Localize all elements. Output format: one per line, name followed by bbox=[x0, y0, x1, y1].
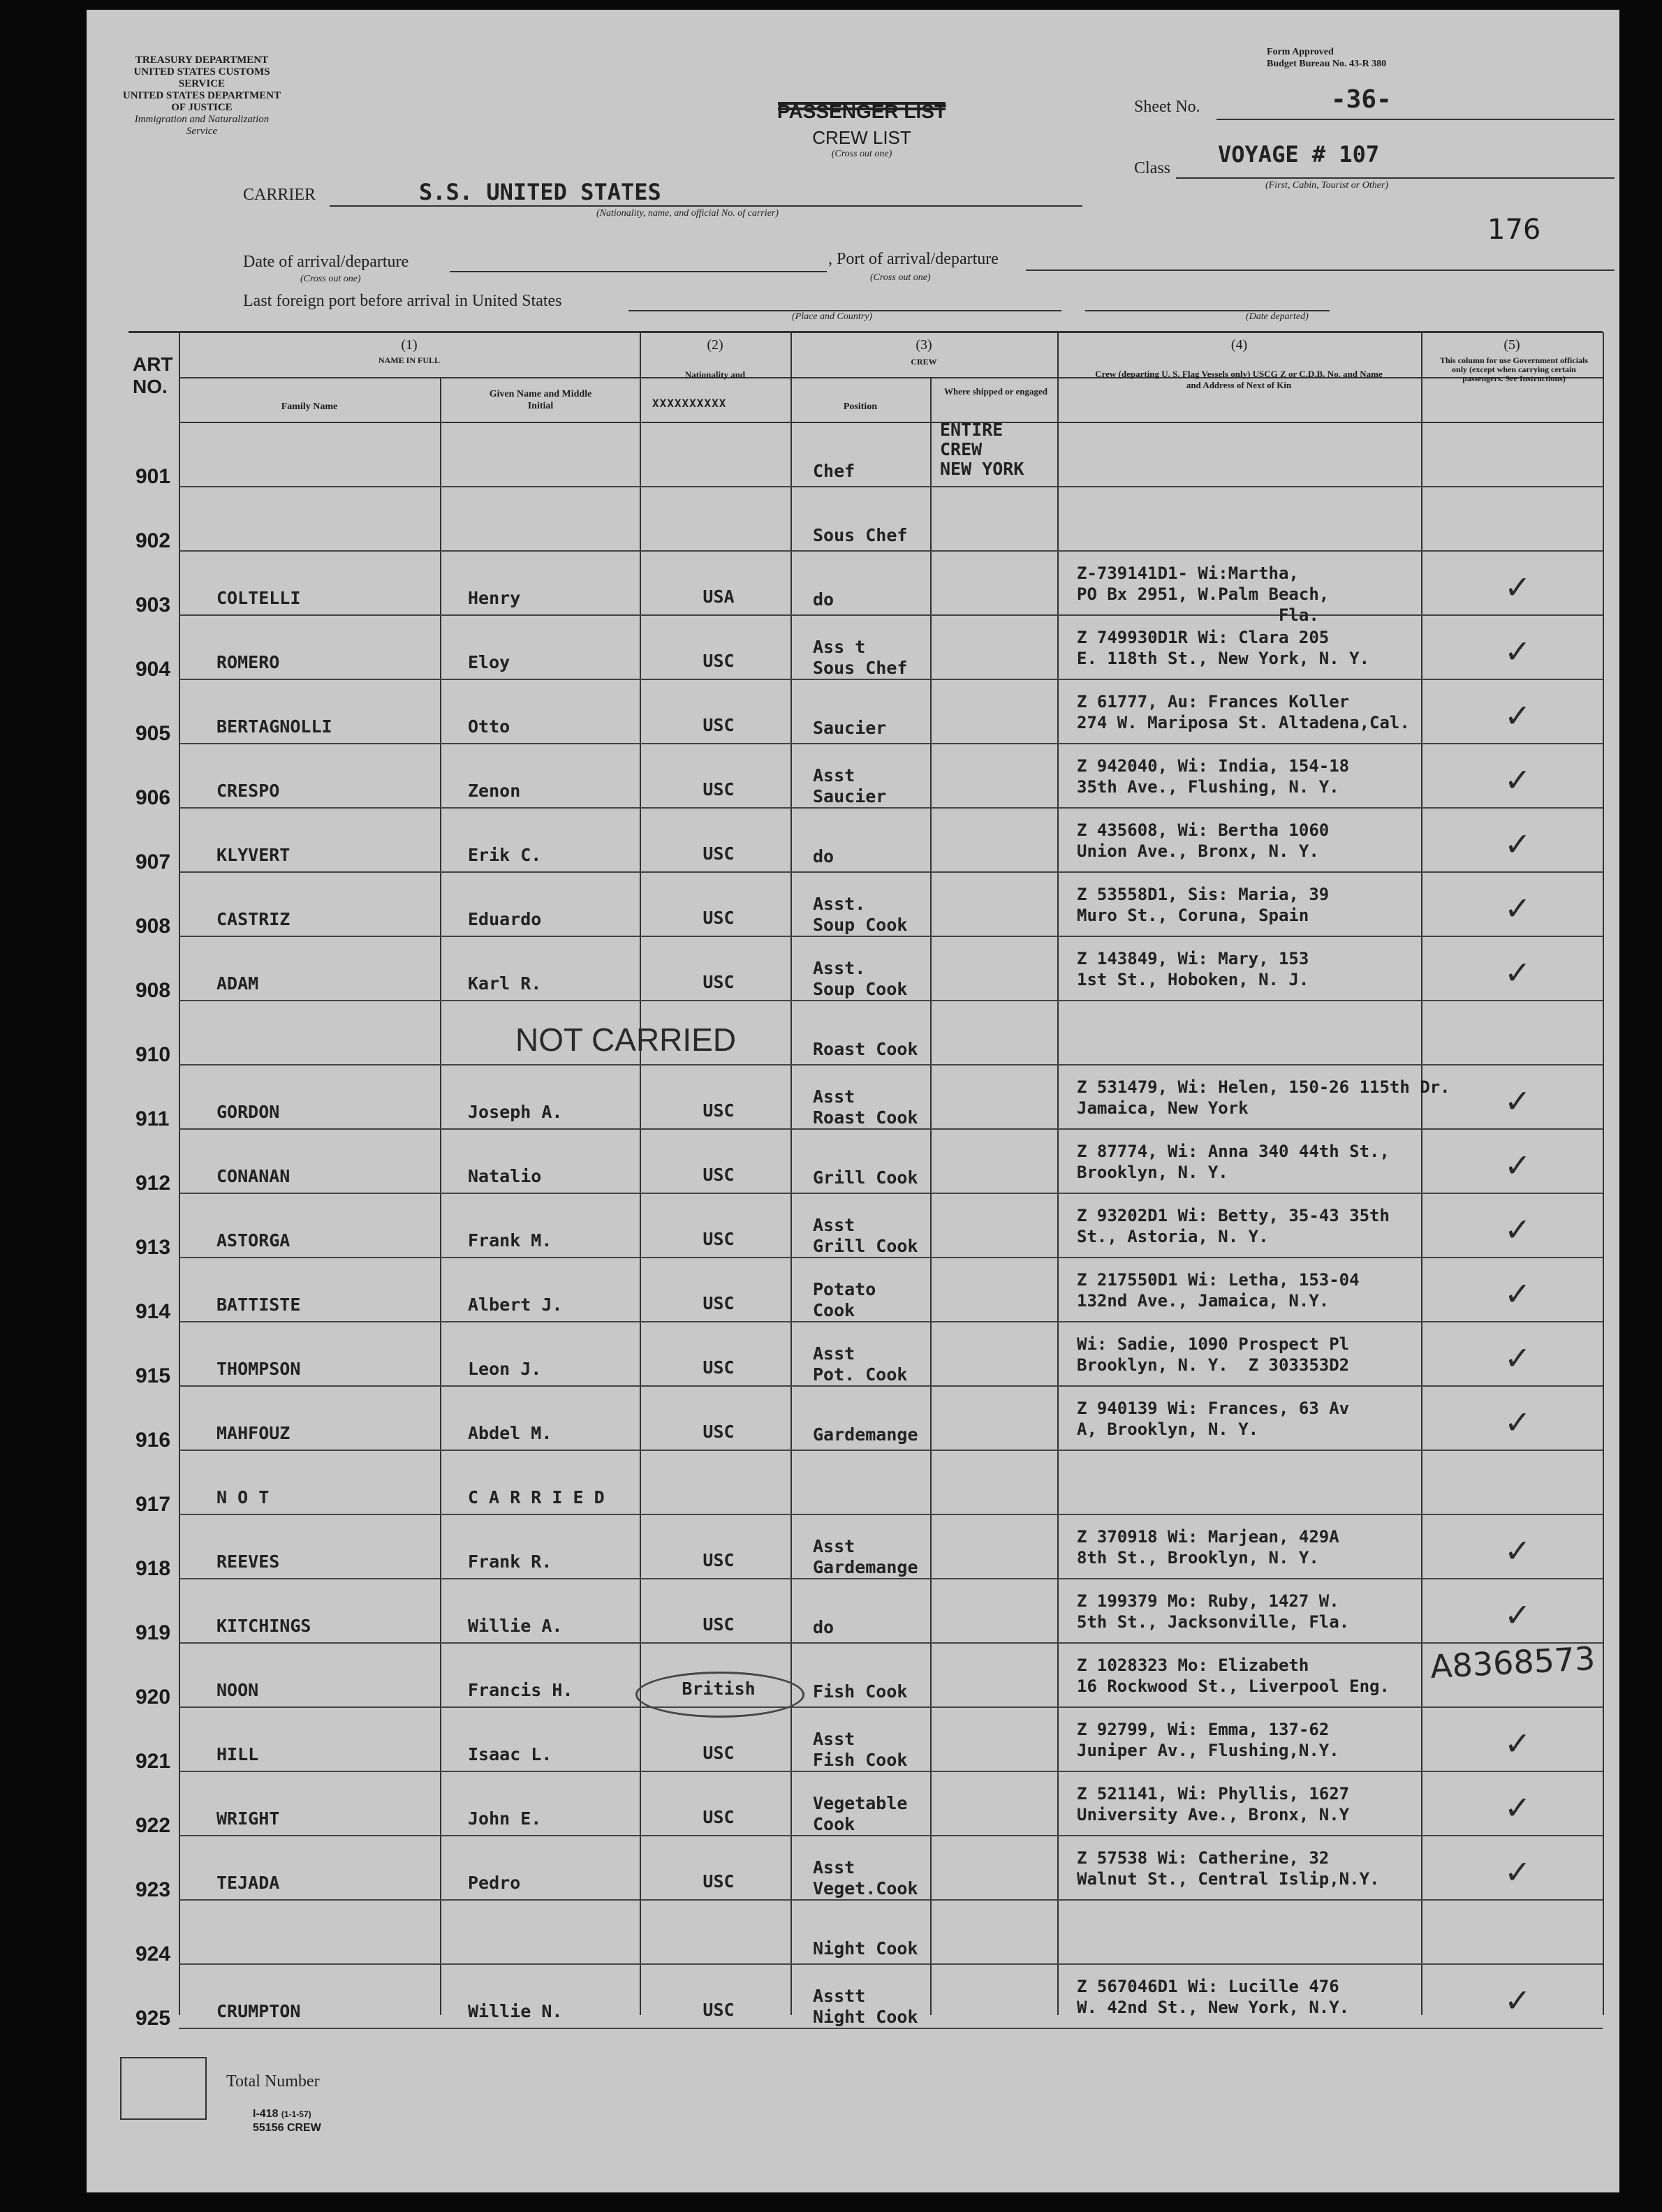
official-check-mark: ✓ bbox=[1504, 697, 1531, 735]
official-check-mark: ✓ bbox=[1504, 761, 1531, 799]
art-number: 906 bbox=[135, 786, 171, 809]
row-divider bbox=[179, 614, 1603, 616]
art-number: 920 bbox=[135, 1686, 171, 1709]
col5-number: (5) bbox=[1503, 337, 1520, 353]
next-of-kin: Z 53558D1, Sis: Maria, 39 Muro St., Coruna, Spain bbox=[1077, 885, 1330, 925]
next-of-kin: Z 87774, Wi: Anna 340 44th St., Brooklyn, N. Y. bbox=[1077, 1142, 1390, 1182]
nationality: USC bbox=[703, 1550, 735, 1570]
row-divider bbox=[179, 1899, 1603, 1901]
class-label: Class bbox=[1134, 159, 1171, 177]
family-name: BERTAGNOLLI bbox=[216, 716, 332, 737]
given-name: Willie N. bbox=[468, 2001, 563, 2021]
family-name: ROMERO bbox=[216, 652, 280, 672]
date-departed-note: (Date departed) bbox=[1246, 311, 1309, 322]
entire-crew-note bbox=[940, 420, 1024, 479]
position: Saucier bbox=[813, 718, 887, 738]
total-number-label: Total Number bbox=[226, 2072, 320, 2091]
family-name: N O T bbox=[216, 1487, 270, 1507]
official-check-mark: ✓ bbox=[1504, 1275, 1531, 1313]
row-divider bbox=[179, 1706, 1603, 1708]
art-number: 901 bbox=[135, 465, 171, 488]
next-of-kin: Z-739141D1- Wi:Martha, PO Bx 2951, W.Palm Beach, Fla. bbox=[1077, 563, 1330, 625]
agency-line: UNITED STATES CUSTOMS SERVICE bbox=[133, 66, 270, 89]
art-number: 912 bbox=[135, 1172, 171, 1195]
position: Asst Fish Cook bbox=[813, 1729, 908, 1770]
british-circle bbox=[635, 1672, 804, 1718]
nationality: USC bbox=[703, 651, 735, 671]
position: Gardemange bbox=[813, 1424, 918, 1445]
family-name: REEVES bbox=[216, 1551, 280, 1572]
nationality: British bbox=[682, 1679, 756, 1699]
given-name: Eduardo bbox=[468, 909, 542, 929]
position: Asst Roast Cook bbox=[813, 1086, 918, 1128]
given-name: Erik C. bbox=[468, 845, 542, 865]
position: do bbox=[813, 846, 834, 867]
art-number: 925 bbox=[135, 2007, 171, 2030]
art-number: 907 bbox=[135, 850, 171, 873]
row-divider bbox=[179, 1450, 1603, 1451]
next-of-kin: Z 942040, Wi: India, 154-18 35th Ave., Flushing, N. Y. bbox=[1077, 756, 1350, 797]
row-divider bbox=[179, 1578, 1603, 1579]
entire-crew-line: CREW bbox=[940, 439, 983, 459]
position: Asst Gardemange bbox=[813, 1536, 918, 1577]
given-name: Abdel M. bbox=[468, 1423, 552, 1443]
given-name: Leon J. bbox=[468, 1359, 542, 1379]
position: Asst. Soup Cook bbox=[813, 894, 908, 935]
place-note: (Place and Country) bbox=[792, 311, 873, 322]
official-check-mark: ✓ bbox=[1504, 1403, 1531, 1441]
row-divider bbox=[179, 1128, 1603, 1130]
official-check-mark: ✓ bbox=[1504, 1789, 1531, 1827]
art-number: 904 bbox=[135, 658, 171, 681]
form-date: (1-1-57) bbox=[281, 2109, 311, 2119]
next-of-kin: Z 199379 Mo: Ruby, 1427 W. 5th St., Jacksonville, Fla. bbox=[1077, 1591, 1350, 1632]
position: Chef bbox=[813, 461, 855, 481]
official-check-mark: ✓ bbox=[1504, 1725, 1531, 1762]
form-title-block bbox=[757, 101, 966, 160]
next-of-kin: Wi: Sadie, 1090 Prospect Pl Brooklyn, N. Y. Z 303353D2 bbox=[1077, 1334, 1350, 1375]
given-name: Joseph A. bbox=[468, 1102, 563, 1122]
carrier-value: S.S. UNITED STATES bbox=[419, 179, 661, 205]
art-number: 917 bbox=[135, 1493, 171, 1516]
next-of-kin: Z 370918 Wi: Marjean, 429A 8th St., Brooklyn, N. Y. bbox=[1077, 1527, 1339, 1568]
nationality: USC bbox=[703, 1100, 735, 1121]
family-name: ADAM bbox=[216, 973, 259, 994]
row-divider bbox=[179, 807, 1603, 809]
title-struck: PASSENGER LIST bbox=[777, 101, 947, 122]
col4-number: (4) bbox=[1230, 337, 1248, 353]
position: Roast Cook bbox=[813, 1039, 918, 1059]
art-number: 913 bbox=[135, 1236, 171, 1259]
a-number-annotation: A8368573 bbox=[1429, 1639, 1596, 1686]
family-name: MAHFOUZ bbox=[216, 1423, 291, 1443]
col3-number: (3) bbox=[915, 337, 932, 353]
row-divider bbox=[179, 1963, 1603, 1965]
next-of-kin: Z 521141, Wi: Phyllis, 1627 University Ave., Bronx, N.Y bbox=[1077, 1784, 1350, 1824]
given-name: Willie A. bbox=[468, 1616, 563, 1636]
position: do bbox=[813, 589, 834, 610]
given-name: Eloy bbox=[468, 652, 510, 672]
row-divider bbox=[179, 1257, 1603, 1258]
given-name: Francis H. bbox=[468, 1680, 573, 1700]
row-divider bbox=[179, 1385, 1603, 1387]
position: Vegetable Cook bbox=[813, 1793, 908, 1834]
family-name: COLTELLI bbox=[216, 588, 301, 608]
official-check-mark: ✓ bbox=[1504, 1982, 1531, 2019]
official-check-mark: ✓ bbox=[1504, 1211, 1531, 1248]
col1-number: (1) bbox=[401, 337, 418, 353]
row-divider bbox=[179, 679, 1603, 680]
next-of-kin: Z 92799, Wi: Emma, 137-62 Juniper Av., Flushing,N.Y. bbox=[1077, 1720, 1339, 1760]
col2-struck: XXXXXXXXXX bbox=[652, 397, 727, 410]
given-name: Frank R. bbox=[468, 1551, 552, 1572]
next-of-kin: Z 143849, Wi: Mary, 153 1st St., Hoboken, N. J. bbox=[1077, 949, 1309, 989]
row-divider bbox=[179, 1193, 1603, 1194]
next-of-kin: Z 217550D1 Wi: Letha, 153-04 132nd Ave., Jamaica, N.Y. bbox=[1077, 1270, 1360, 1311]
given-name: Albert J. bbox=[468, 1295, 563, 1315]
next-of-kin: Z 749930D1R Wi: Clara 205 E. 118th St., New York, N. Y. bbox=[1077, 628, 1370, 668]
entire-crew-line: ENTIRE bbox=[940, 420, 1003, 440]
date-note: (Cross out one) bbox=[300, 274, 361, 284]
art-number: 924 bbox=[135, 1942, 171, 1966]
given-name: C A R R I E D bbox=[468, 1487, 605, 1507]
position: Fish Cook bbox=[813, 1681, 908, 1702]
family-name: NOON bbox=[216, 1680, 259, 1700]
sheet-label: Sheet No. bbox=[1134, 98, 1200, 116]
nationality: USC bbox=[703, 1807, 735, 1827]
nationality: USC bbox=[703, 1743, 735, 1763]
position: Potato Cook bbox=[813, 1279, 876, 1320]
row-divider bbox=[179, 1064, 1603, 1066]
carrier-note: (Nationality, name, and official No. of carrier) bbox=[596, 208, 779, 219]
family-name: BATTISTE bbox=[216, 1295, 301, 1315]
family-name: TEJADA bbox=[216, 1873, 280, 1893]
art-number: 905 bbox=[135, 722, 171, 745]
row-divider bbox=[179, 1514, 1603, 1515]
art-number: 916 bbox=[135, 1429, 171, 1452]
family-name: CRESPO bbox=[216, 781, 280, 801]
next-of-kin: Z 531479, Wi: Helen, 150-26 115th Dr. Jamaica, New York bbox=[1077, 1077, 1450, 1118]
nationality: USC bbox=[703, 1614, 735, 1635]
official-check-mark: ✓ bbox=[1504, 954, 1531, 991]
art-number: 914 bbox=[135, 1300, 171, 1323]
family-name: HILL bbox=[216, 1744, 259, 1764]
given-name: Otto bbox=[468, 716, 510, 737]
next-of-kin: Z 61777, Au: Frances Koller 274 W. Mariposa St. Altadena,Cal. bbox=[1077, 692, 1410, 732]
next-of-kin: Z 1028323 Mo: Elizabeth 16 Rockwood St., Liverpool Eng. bbox=[1077, 1656, 1390, 1696]
col5-title: This column for use Government officials only (except when carrying certain passengers. See Instructions) bbox=[1439, 355, 1589, 383]
official-check-mark: ✓ bbox=[1504, 825, 1531, 863]
col1-family: Family Name bbox=[281, 401, 338, 412]
official-check-mark: ✓ bbox=[1504, 633, 1531, 670]
official-check-mark: ✓ bbox=[1504, 1596, 1531, 1634]
class-note: (First, Cabin, Tourist or Other) bbox=[1265, 180, 1389, 191]
position: Asst. Soup Cook bbox=[813, 958, 908, 999]
position: do bbox=[813, 1617, 834, 1637]
next-of-kin: Z 567046D1 Wi: Lucille 476 W. 42nd St., New York, N.Y. bbox=[1077, 1977, 1350, 2017]
date-label: Date of arrival/departure bbox=[243, 253, 409, 271]
nationality: USC bbox=[703, 779, 735, 799]
position: Asst Pot. Cook bbox=[813, 1343, 908, 1385]
art-number: 902 bbox=[135, 529, 171, 552]
port-label: , Port of arrival/departure bbox=[828, 250, 999, 268]
form-approved-text: Form Approved bbox=[1267, 47, 1334, 57]
row-divider bbox=[179, 871, 1603, 873]
agency-line: Immigration and Naturalization Service bbox=[134, 114, 270, 137]
position: Sous Chef bbox=[813, 525, 908, 545]
agency-line: UNITED STATES DEPARTMENT OF JUSTICE bbox=[122, 90, 281, 113]
position: Asst Grill Cook bbox=[813, 1215, 918, 1256]
given-name: John E. bbox=[468, 1808, 542, 1829]
art-number: 908 bbox=[135, 915, 171, 938]
art-number: 903 bbox=[135, 593, 171, 617]
nationality: USA bbox=[703, 587, 735, 607]
nationality: USC bbox=[703, 972, 735, 992]
art-number: 910 bbox=[135, 1043, 171, 1066]
nationality: USC bbox=[703, 908, 735, 928]
nationality: USC bbox=[703, 715, 735, 735]
next-of-kin: Z 57538 Wi: Catherine, 32 Walnut St., Central Islip,N.Y. bbox=[1077, 1848, 1380, 1889]
title-crew-list: CREW LIST bbox=[812, 127, 911, 148]
official-check-mark: ✓ bbox=[1504, 1853, 1531, 1891]
col3-position: Position bbox=[843, 401, 878, 412]
art-number: 918 bbox=[135, 1557, 171, 1580]
page-number: 176 bbox=[1487, 214, 1541, 246]
next-of-kin: Z 435608, Wi: Bertha 1060 Union Ave., Bronx, N. Y. bbox=[1077, 820, 1330, 861]
row-divider bbox=[179, 743, 1603, 744]
given-name: Isaac L. bbox=[468, 1744, 552, 1764]
given-name: Karl R. bbox=[468, 973, 542, 994]
not-carried-stamp: NOT CARRIED bbox=[515, 1022, 737, 1058]
position: Asst Saucier bbox=[813, 765, 887, 806]
row-divider bbox=[179, 1642, 1603, 1644]
given-name: Zenon bbox=[468, 781, 521, 801]
next-of-kin: Z 93202D1 Wi: Betty, 35-43 35th St., Astoria, N. Y. bbox=[1077, 1206, 1390, 1246]
col3-shipped: Where shipped or engaged bbox=[944, 386, 1047, 397]
next-of-kin: Z 940139 Wi: Frances, 63 Av A, Brooklyn, N. Y. bbox=[1077, 1399, 1350, 1439]
row-divider bbox=[179, 1000, 1603, 1001]
col1-title: NAME IN FULL bbox=[378, 355, 440, 365]
position: Asstt Night Cook bbox=[813, 1986, 918, 2027]
title-note: (Cross out one) bbox=[831, 149, 892, 159]
art-number: 911 bbox=[135, 1107, 170, 1130]
family-name: KITCHINGS bbox=[216, 1616, 311, 1636]
budget-bureau-text: Budget Bureau No. 43-R 380 bbox=[1267, 59, 1387, 69]
nationality: USC bbox=[703, 1293, 735, 1313]
official-check-mark: ✓ bbox=[1504, 568, 1531, 606]
given-name: Frank M. bbox=[468, 1230, 552, 1251]
position: Night Cook bbox=[813, 1938, 918, 1959]
nationality: USC bbox=[703, 2000, 735, 2020]
nationality: USC bbox=[703, 1357, 735, 1378]
form-code: 55156 CREW bbox=[253, 2122, 321, 2134]
col2-title: Nationality and bbox=[684, 369, 746, 380]
crew-list-form bbox=[87, 10, 1619, 2192]
given-name: Henry bbox=[468, 588, 521, 608]
row-divider bbox=[179, 2028, 1603, 2029]
nationality: USC bbox=[703, 843, 735, 864]
col2-number: (2) bbox=[707, 337, 723, 353]
position: Ass t Sous Chef bbox=[813, 637, 908, 678]
form-id-block bbox=[253, 2107, 321, 2135]
row-divider bbox=[179, 1321, 1603, 1322]
row-divider bbox=[179, 936, 1603, 937]
nationality: USC bbox=[703, 1871, 735, 1892]
family-name: CRUMPTON bbox=[216, 2001, 301, 2021]
nationality: USC bbox=[703, 1165, 735, 1185]
official-check-mark: ✓ bbox=[1504, 1146, 1531, 1184]
art-number: 915 bbox=[135, 1364, 171, 1387]
official-check-mark: ✓ bbox=[1504, 1339, 1531, 1377]
port-note: (Cross out one) bbox=[870, 272, 931, 283]
entire-crew-line: NEW YORK bbox=[940, 459, 1024, 479]
carrier-label: CARRIER bbox=[243, 186, 316, 204]
nationality: USC bbox=[703, 1229, 735, 1249]
agency-block bbox=[122, 54, 282, 138]
last-port-label: Last foreign port before arrival in United States bbox=[243, 292, 562, 310]
given-name: Natalio bbox=[468, 1166, 542, 1186]
given-name: Pedro bbox=[468, 1873, 521, 1893]
col-art-no-header: ART NO. bbox=[133, 353, 173, 397]
form-approval bbox=[1267, 46, 1386, 70]
class-value: VOYAGE # 107 bbox=[1218, 141, 1380, 168]
official-check-mark: ✓ bbox=[1504, 890, 1531, 927]
art-number: 922 bbox=[135, 1814, 171, 1837]
row-divider bbox=[179, 550, 1603, 552]
position: Grill Cook bbox=[813, 1167, 918, 1188]
art-number: 921 bbox=[135, 1750, 171, 1773]
family-name: GORDON bbox=[216, 1102, 280, 1122]
family-name: CONANAN bbox=[216, 1166, 291, 1186]
family-name: KLYVERT bbox=[216, 845, 291, 865]
row-divider bbox=[179, 486, 1603, 487]
row-divider bbox=[179, 1835, 1603, 1836]
art-number: 919 bbox=[135, 1621, 171, 1644]
agency-line: TREASURY DEPARTMENT bbox=[135, 54, 269, 66]
col4-title: Crew (departing U. S. Flag Vessels only) USCG Z or C.D.B. No. and Name and Address of Next of Kin bbox=[1095, 369, 1383, 390]
family-name: CASTRIZ bbox=[216, 909, 291, 929]
art-number: 908 bbox=[135, 979, 171, 1002]
sheet-number: -36- bbox=[1331, 85, 1392, 114]
family-name: ASTORGA bbox=[216, 1230, 291, 1251]
total-number-box bbox=[120, 2057, 207, 2120]
position: Asst Veget.Cook bbox=[813, 1857, 918, 1898]
row-divider bbox=[179, 1771, 1603, 1772]
col1-given: Given Name and Middle Initial bbox=[489, 389, 592, 411]
family-name: WRIGHT bbox=[216, 1808, 280, 1829]
art-number: 923 bbox=[135, 1878, 171, 1901]
nationality: USC bbox=[703, 1422, 735, 1442]
form-id: I-418 bbox=[253, 2108, 279, 2120]
col3-title: CREW bbox=[911, 357, 937, 367]
family-name: THOMPSON bbox=[216, 1359, 301, 1379]
official-check-mark: ✓ bbox=[1504, 1532, 1531, 1570]
official-check-mark: ✓ bbox=[1504, 1082, 1531, 1120]
